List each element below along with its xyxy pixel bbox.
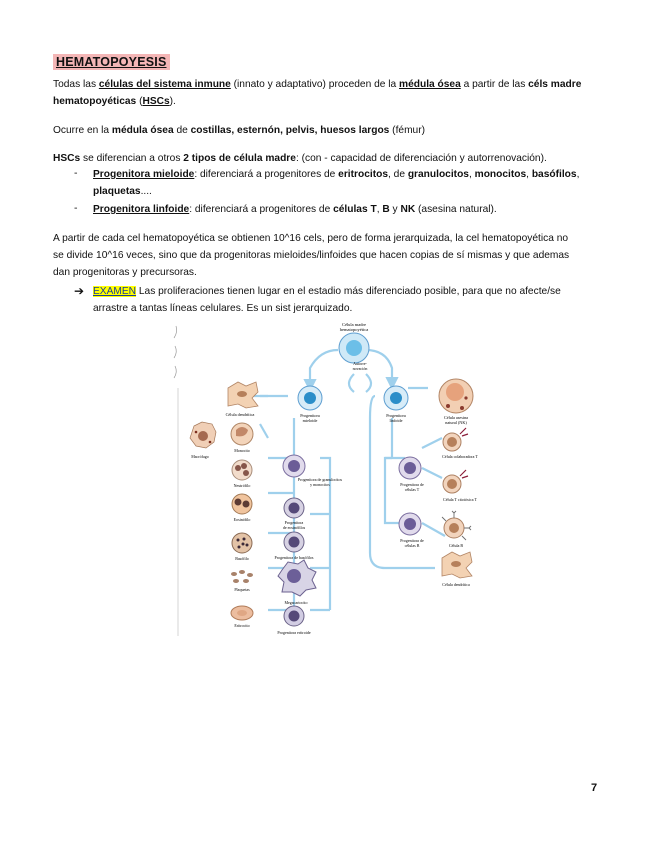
paragraph-location bbox=[53, 124, 425, 137]
text: ). bbox=[169, 96, 176, 107]
text: : diferenciará a progenitores de bbox=[189, 204, 334, 215]
label-self-2: novación bbox=[352, 366, 368, 371]
text: monocitos bbox=[474, 169, 527, 180]
text: células T bbox=[333, 204, 377, 215]
page-title: HEMATOPOYESIS bbox=[53, 54, 170, 70]
text-celulas-sistema-inmune: células del sistema inmune bbox=[98, 79, 231, 90]
text: basófilos bbox=[531, 169, 577, 180]
text: Las proliferaciones tienen lugar en el estadio más diferenciado posible, para que no afecte/se bbox=[136, 286, 561, 297]
exam-note-line-2: arrastre a tantas líneas celulares. Es un sist jerarquizado. bbox=[93, 303, 353, 314]
text: : (con - capacidad de diferenciación y autorrenovación). bbox=[295, 153, 547, 164]
label-ery-prog: Progenitora eritroide bbox=[277, 630, 311, 635]
text-hscs: HSCs bbox=[142, 96, 170, 107]
label-platelets: Plaquetas bbox=[234, 587, 250, 592]
text: Todas las bbox=[53, 79, 99, 90]
label-gran-prog-1: Progenitora de granulocitos bbox=[297, 477, 343, 482]
exam-highlight: EXAMEN bbox=[93, 286, 137, 297]
text: .... bbox=[140, 186, 152, 197]
text: , de bbox=[388, 169, 408, 180]
label-t-cyto: Célula T citotóxica T bbox=[443, 497, 477, 502]
text: ( bbox=[136, 96, 143, 107]
text: eritrocitos bbox=[338, 169, 388, 180]
paragraph-differentiation bbox=[53, 152, 547, 165]
paragraph-hierarchy-line-3: dan progenitoras y precursoras. bbox=[53, 267, 197, 278]
label-lymphoid-2: linfoide bbox=[389, 418, 403, 423]
hematopoiesis-figure bbox=[170, 318, 495, 643]
paragraph-hierarchy-line-2: se divide 10^16 veces, sino que da progenitoras mieloides/linfoides que hacen copias de sí mismas y que ademas bbox=[53, 250, 570, 261]
label-stem-1: Célula madre bbox=[341, 322, 367, 327]
label-lymphoid-1: Progenitora bbox=[386, 413, 406, 418]
text: : diferenciará a progenitores de bbox=[194, 169, 339, 180]
text-plaquetas: plaquetas bbox=[93, 186, 141, 197]
label-eos-prog-2: de eosinófilos bbox=[282, 525, 306, 530]
text: NK bbox=[400, 204, 416, 215]
paragraph-hierarchy-line-1: A partir de cada cel hematopoyética se obtienen 10^16 cels, pero de forma jerarquizada, la cel hematopoyética no bbox=[53, 233, 569, 244]
label-nk-1: Célula asesina bbox=[443, 415, 469, 420]
text: (innato y adaptativo) proceden de la bbox=[230, 79, 400, 90]
page-number: 7 bbox=[591, 782, 598, 794]
text: (fémur) bbox=[389, 125, 425, 136]
text: Ocurre en la bbox=[53, 125, 112, 136]
bullet-dash: - bbox=[74, 167, 78, 179]
text-medula-osea: médula ósea bbox=[111, 125, 174, 136]
label-self-1: Autorre- bbox=[353, 361, 367, 366]
label-myeloid-1: Progenitora bbox=[300, 413, 320, 418]
label-t-prog-1: Progenitora de bbox=[400, 482, 424, 487]
bullet-myeloid-line-1 bbox=[93, 168, 579, 181]
paragraph-intro-line-2 bbox=[53, 95, 176, 108]
label-b-prog-1: Progenitora de bbox=[400, 538, 424, 543]
text: a partir de las bbox=[460, 79, 529, 90]
text: de bbox=[173, 125, 191, 136]
label-gran-prog-2: y monocitos bbox=[310, 482, 330, 487]
text: , bbox=[576, 169, 580, 180]
label-erythrocyte: Eritrocito bbox=[234, 623, 250, 628]
label-nk-2: natural (NK) bbox=[445, 420, 467, 425]
text: , bbox=[468, 169, 475, 180]
label-stem-2: hematopoyética bbox=[339, 327, 369, 332]
text-bones: costillas, esternón, pelvis, huesos largos bbox=[190, 125, 390, 136]
label-eosinophil: Eosinófilo bbox=[233, 517, 251, 522]
label-b-prog-2: células B bbox=[404, 543, 420, 548]
label-basophil: Basófilo bbox=[235, 556, 249, 561]
bullet-lymphoid bbox=[93, 203, 497, 216]
label-myeloid-2: mieloide bbox=[302, 418, 318, 423]
bullet-myeloid-line-2 bbox=[93, 185, 152, 198]
text-progenitora-linfoide: Progenitora linfoide bbox=[93, 204, 190, 215]
text: y bbox=[389, 204, 401, 215]
bullet-dash: - bbox=[74, 202, 78, 214]
exam-note-line-1 bbox=[93, 285, 561, 298]
text-hematopoyeticas: hematopoyéticas bbox=[53, 96, 137, 107]
text: granulocitos bbox=[407, 169, 469, 180]
label-eos-prog-1: Progenitora bbox=[284, 520, 304, 525]
label-dendritic-2: Célula dendrítica bbox=[442, 582, 470, 587]
label-neutrophil: Neutrófilo bbox=[233, 483, 251, 488]
text-hscs: HSCs bbox=[53, 153, 81, 164]
text: se diferencian a otros bbox=[80, 153, 184, 164]
text-cels-madre: céls madre bbox=[528, 79, 582, 90]
text-progenitora-mieloide: Progenitora mieloide bbox=[93, 169, 195, 180]
text: , bbox=[526, 169, 532, 180]
text: , bbox=[376, 204, 383, 215]
label-dendritic: Célula dendrítica bbox=[225, 412, 255, 417]
text-two-types: 2 tipos de célula madre bbox=[183, 153, 296, 164]
paragraph-intro-line-1 bbox=[53, 78, 581, 91]
label-megakaryocyte: Megacariocito bbox=[284, 600, 308, 605]
arrow-icon: ➔ bbox=[74, 284, 85, 298]
label-macrophage: Macrófago bbox=[191, 454, 209, 459]
text: (asesina natural). bbox=[415, 204, 497, 215]
label-t-helper: Célula colaboradora T bbox=[442, 454, 478, 459]
label-baso-prog: Progenitora de basófilos bbox=[274, 555, 314, 560]
label-monocyte: Monocito bbox=[234, 448, 250, 453]
text: B bbox=[382, 204, 390, 215]
label-b-cell: Célula B bbox=[448, 543, 464, 548]
text-medula-osea: médula ósea bbox=[399, 79, 461, 90]
label-t-prog-2: células T bbox=[404, 487, 420, 492]
